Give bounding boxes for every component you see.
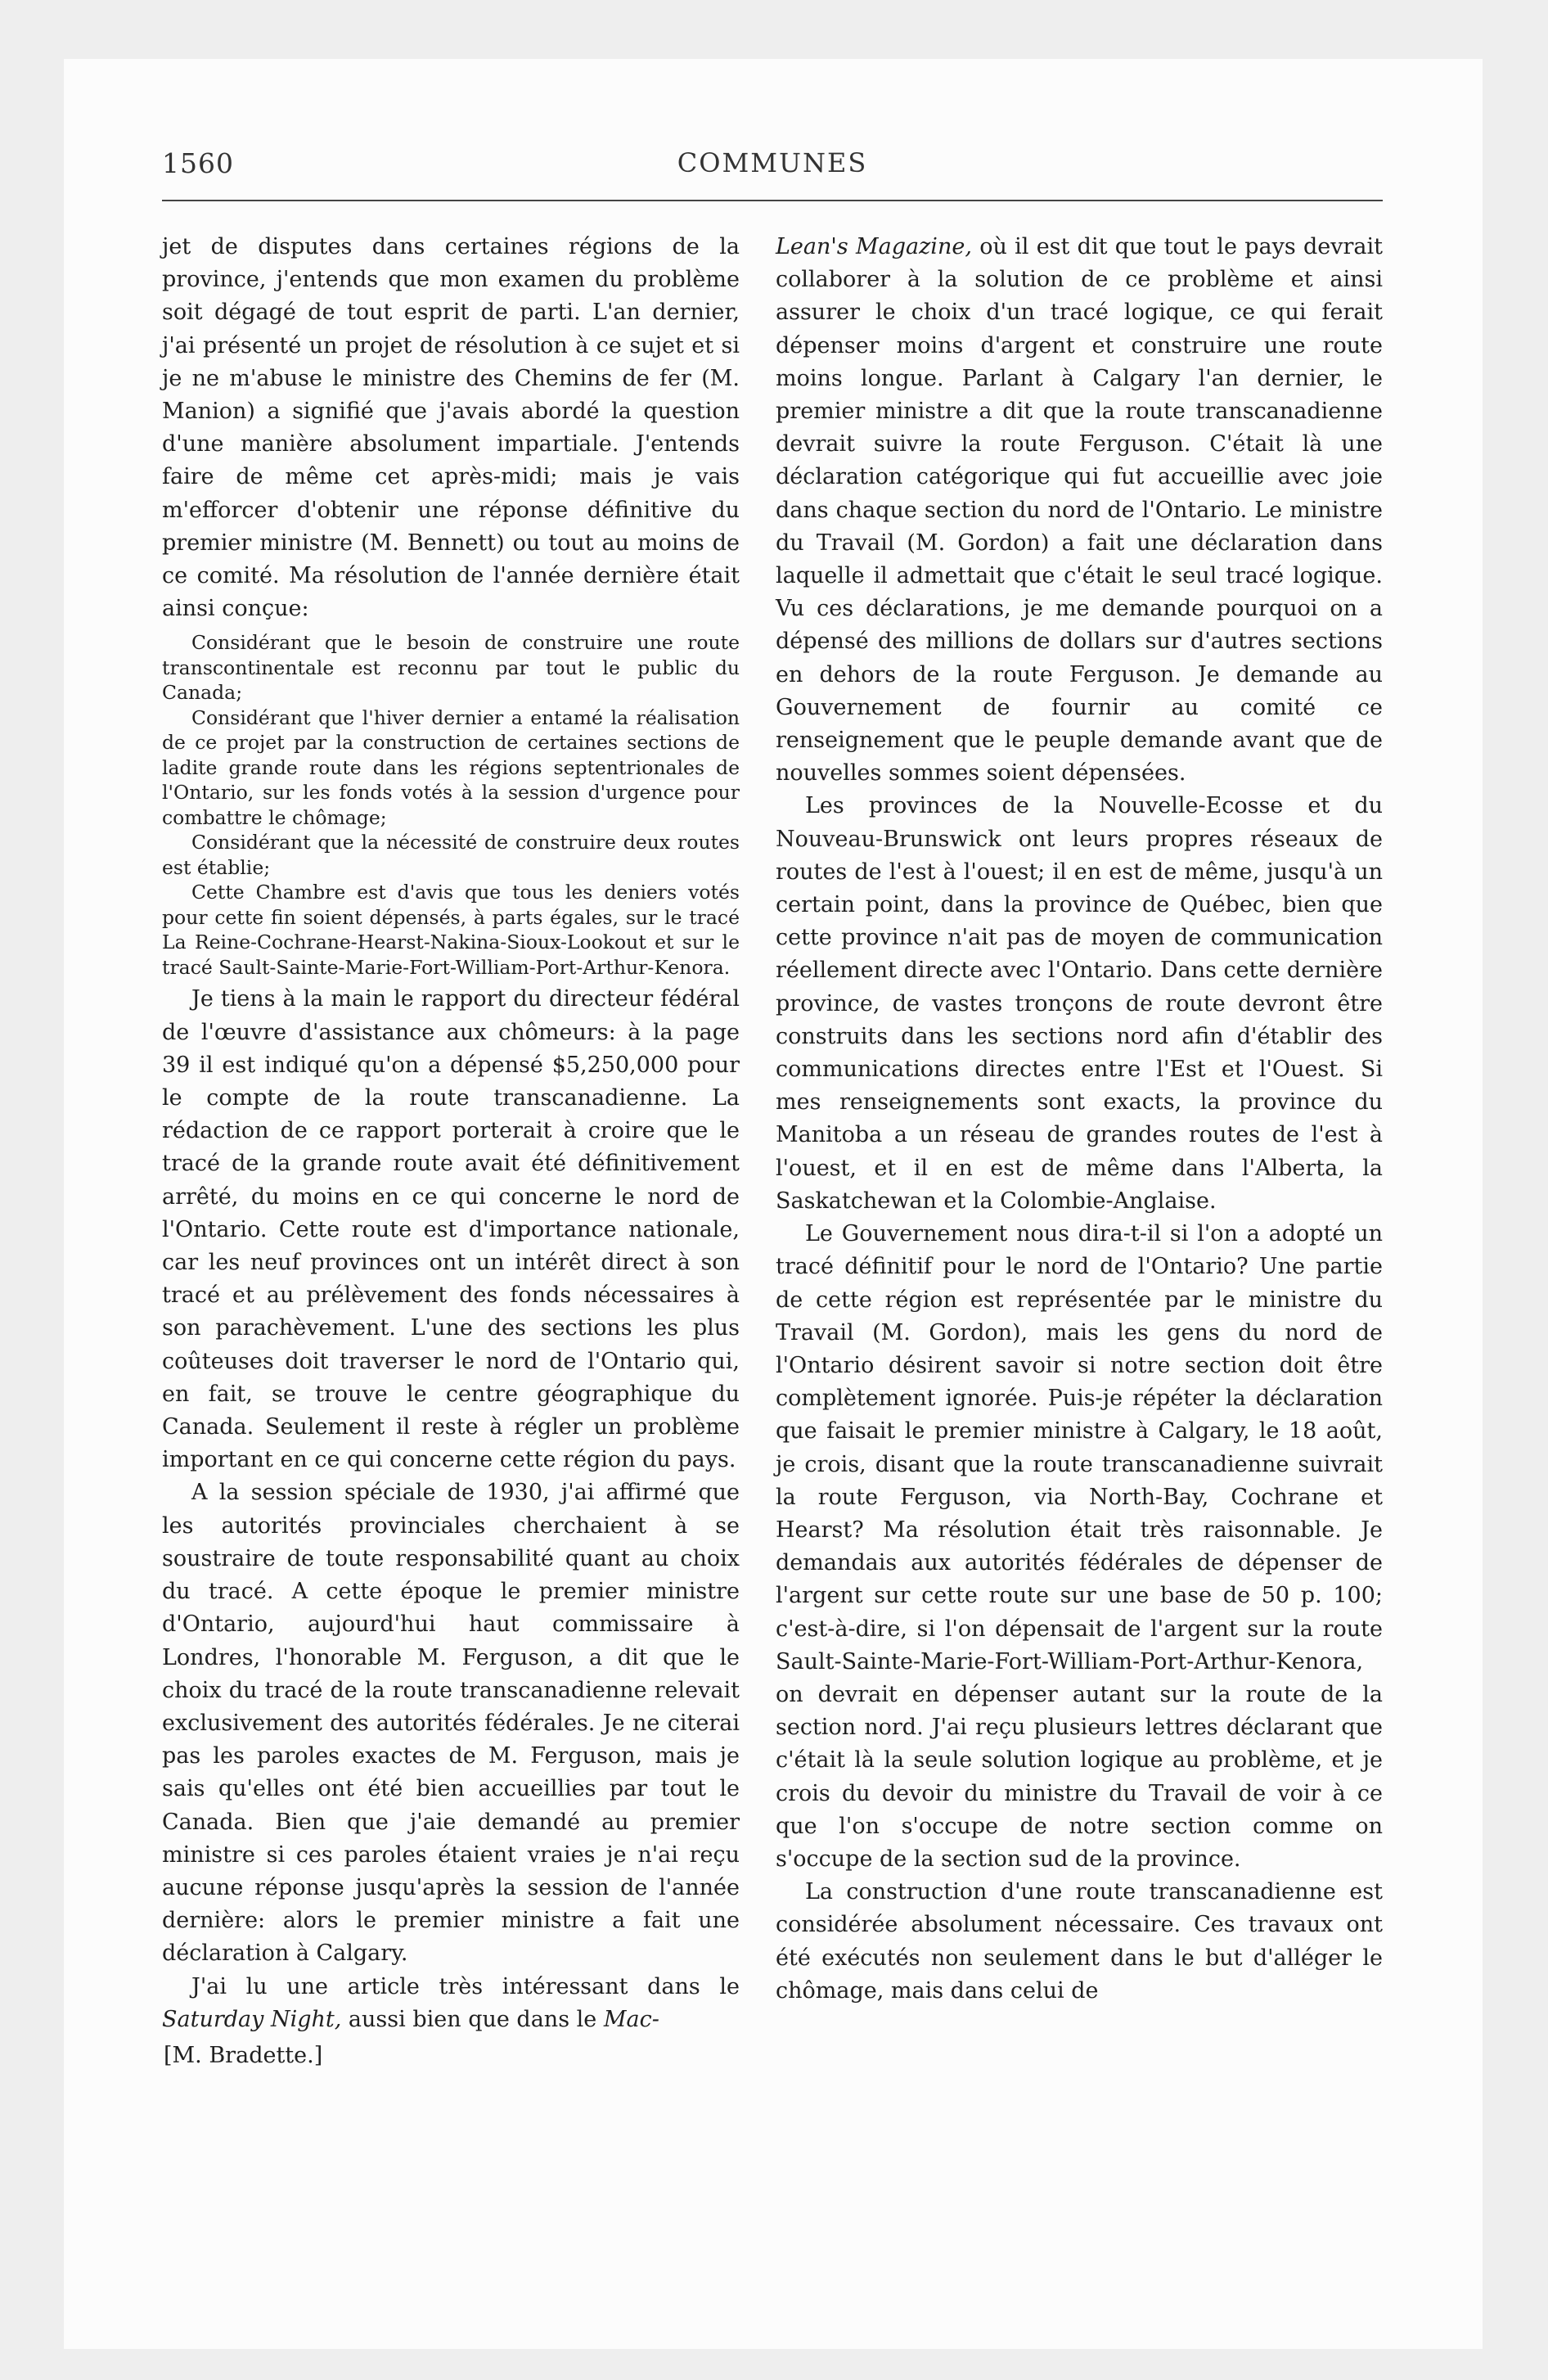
publication-title: Saturday Night, xyxy=(162,2006,342,2032)
paragraph xyxy=(776,231,1383,790)
paragraph: Les provinces de la Nouvelle-Ecosse et du Nouveau-Brunswick ont leurs propres réseaux de routes de l'est à l'ouest; il en est de même, jusqu'à un certain point, dans la province de Québec, bien que cette province n'ait pas de moyen de communication réellement directe avec l'Ontario. Dans cette dernière province, de vastes tronçons de route devront être construits dans les sections nord afin d'établir des communications directes entre l'Est et l'Ouest. Si mes renseignements sont exacts, la province du Manitoba a un réseau de grandes routes de l'est à l'ouest, et il en est de même dans l'Alberta, la Saskatchewan et la Colombie-Anglaise. xyxy=(776,793,1383,1214)
paragraph xyxy=(162,1971,740,2036)
publication-title: Lean's Magazine, xyxy=(776,234,972,259)
paragraph-text: aussi bien que dans le xyxy=(341,2006,604,2032)
quote-paragraph: Considérant que le besoin de construire une route transcontinentale est reconnu par tout le public du Canada; xyxy=(162,631,740,705)
paragraph: jet de disputes dans certaines régions de la province, j'entends que mon examen du problème soit dégagé de tout esprit de parti. L'an dernier, j'ai présenté un projet de résolution à ce sujet et si je ne m'abuse le ministre des Chemins de fer (M. Manion) a signifié que j'avais abordé la question d'une manière absolument impartiale. J'entends faire de même cet après-midi; mais je vais m'efforcer d'obtenir une réponse définitive du premier ministre (M. Bennett) ou tout au moins de ce comité. Ma résolution de l'année dernière était ainsi conçue: xyxy=(162,234,740,622)
paragraph: Le Gouvernement nous dira-t-il si l'on a adopté un tracé définitif pour le nord de l'Ontario? Une partie de cette région est représentée par le ministre du Travail (M. Gordon), mais les gens du nord de l'Ontario désirent savoir si notre section doit être complètement ignorée. Puis-je répéter la déclaration que faisait le premier ministre à Calgary, le 18 août, je crois, disant que la route transcanadienne suivrait la route Ferguson, via North-Bay, Cochrane et Hearst? Ma résolution était très raisonnable. Je demandais aux autorités fédérales de dépenser de l'argent sur cette route sur une base de 50 p. 100; c'est-à-dire, si l'on dépensait de l'argent sur la route Sault-Sainte-Marie-Fort-William-Port-Arthur-Kenora, on devrait en dépenser autant sur la route de la section nord. J'ai reçu plusieurs lettres déclarant que c'était là la seule solution logique au problème, et je crois du devoir du ministre du Travail de voir à ce que l'on s'occupe de notre section comme on s'occupe de la section sud de la province. xyxy=(776,1221,1383,1872)
quote-paragraph: Considérant que la nécessité de construire deux routes est établie; xyxy=(162,831,740,879)
speaker-attribution: [M. Bradette.] xyxy=(164,2042,323,2068)
left-column xyxy=(162,231,740,2072)
quote-paragraph: Considérant que l'hiver dernier a entamé la réalisation de ce projet par la construction de certaines sections de ladite grande route dans les régions septentrionales de l'Ontario, sur les fonds votés à la session d'urgence pour combattre le chômage; xyxy=(162,705,740,829)
page-number: 1560 xyxy=(162,147,234,179)
quote-paragraph: Cette Chambre est d'avis que tous les deniers votés pour cette fin soient dépensés, à parts égales, sur le tracé La Reine-Cochrane-Hearst-Nakina-Sioux-Lookout et sur le tracé Sault-Sainte-Marie-Fort-William-Port-Arthur-Kenora. xyxy=(162,881,740,979)
paragraph-text: J'ai lu une article très intéressant dans le xyxy=(191,1973,740,1999)
paragraph: La construction d'une route transcanadienne est considérée absolument nécessaire. Ces travaux ont été exécutés non seulement dans le but d'alléger le chômage, mais dans celui de xyxy=(776,1879,1383,2004)
quoted-resolution xyxy=(162,630,740,980)
running-head: COMMUNES xyxy=(677,147,868,178)
right-column xyxy=(776,231,1383,2008)
paragraph: A la session spéciale de 1930, j'ai affirmé que les autorités provinciales cherchaient à se soustraire de toute responsabilité quant au choix du tracé. A cette époque le premier ministre d'Ontario, aujourd'hui haut commissaire à Londres, l'honorable M. Ferguson, a dit que le choix du tracé de la route transcanadienne relevait exclusivement des autorités fédérales. Je ne citerai pas les paroles exactes de M. Ferguson, mais je sais qu'elles ont été bien accueillies par tout le Canada. Bien que j'aie demandé au premier ministre si ces paroles étaient vraies je n'ai reçu aucune réponse jusqu'après la session de l'année dernière: alors le premier ministre a fait une déclaration à Calgary. xyxy=(162,1480,740,1967)
header-rule xyxy=(162,200,1383,201)
paragraph: Je tiens à la main le rapport du directeur fédéral de l'œuvre d'assistance aux chômeurs: à la page 39 il est indiqué qu'on a dépensé $5,250,000 pour le compte de la route transcanadienne. La rédaction de ce rapport porterait à croire que le tracé de la grande route avait été définitivement arrêté, du moins en ce qui concerne le nord de l'Ontario. Cette route est d'importance nationale, car les neuf provinces ont un intérêt direct à son tracé et au prélèvement des fonds nécessaires à son parachèvement. L'une des sections les plus coûteuses doit traverser le nord de l'Ontario qui, en fait, se trouve le centre géographique du Canada. Seulement il reste à régler un problème important en ce qui concerne cette région du pays. xyxy=(162,986,740,1473)
publication-title: Mac- xyxy=(603,2006,659,2032)
paragraph-text: où il est dit que tout le pays devrait collaborer à la solution de ce problème et ainsi assurer le choix d'un tracé logique, ce qui ferait dépenser moins d'argent et construire une route moins longue. Parlant à Calgary l'an dernier, le premier ministre a dit que la route transcanadienne devrait suivre la route Ferguson. C'était là une déclaration catégorique qui fut accueillie avec joie dans chaque section du nord de l'Ontario. Le ministre du Travail (M. Gordon) a fait une déclaration dans laquelle il admettait que c'était le seul tracé logique. Vu ces déclarations, je me demande pourquoi on a dépensé des millions de dollars sur d'autres sections en dehors de la route Ferguson. Je demande au Gouvernement de fournir au comité ce renseignement que le peuple demande avant que de nouvelles sommes soient dépensées. xyxy=(776,234,1383,787)
